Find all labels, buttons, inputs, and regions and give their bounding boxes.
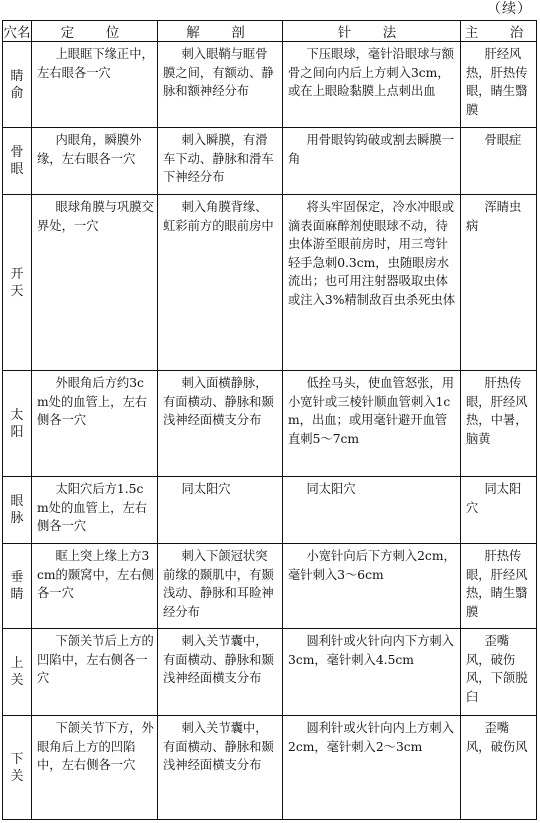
method-cell: 同太阳穴 [283,477,461,544]
table-row [3,716,537,820]
anatomy-cell: 刺入角膜背缘、虹彩前方的眼前房中 [158,195,283,371]
anatomy-cell: 刺入瞬膜，有滑车下动、静脉和滑车下神经分布 [158,128,283,195]
point-name: 下关 [3,716,32,820]
header-row [3,21,537,42]
anatomy-cell: 刺入面横静脉，有面横动、静脉和颞浅神经面横支分布 [158,371,283,477]
indication-cell: 肝热传眼，肝经风热，睛生翳膜 [461,544,537,629]
header-anatomy: 解 剖 [158,21,283,42]
point-name: 开天 [3,195,32,371]
header-name: 穴名 [3,21,32,42]
indication-cell: 骨眼症 [461,128,537,195]
point-name: 眼脉 [3,477,32,544]
indication-cell: 同太阳穴 [461,477,537,544]
method-cell: 圆利针或火针向内上方刺入2cm，毫针刺入2～3cm [283,716,461,820]
acupoint-table [2,20,537,820]
method-cell: 用骨眼钩钩破或割去瞬膜一角 [283,128,461,195]
point-name: 太阳 [3,371,32,477]
location-cell: 外眼角后方约3cm处的血管上，左右侧各一穴 [32,371,158,477]
indication-cell: 歪嘴风，破伤风，下颌脱臼 [461,629,537,716]
method-cell: 下压眼球，毫针沿眼球与额骨之间向内后上方刺入3cm，或在上眼睑黏膜上点刺出血 [283,42,461,128]
location-cell: 下颌关节后上方的凹陷中，左右侧各一穴 [32,629,158,716]
indication-cell: 肝热传眼，肝经风热，中暑，脑黄 [461,371,537,477]
table-row [3,371,537,477]
header-method: 针 法 [283,21,461,42]
table-row [3,195,537,371]
table-row [3,128,537,195]
point-name: 睛俞 [3,42,32,128]
header-location: 定 位 [32,21,158,42]
table-row [3,42,537,128]
header-indication: 主 治 [461,21,537,42]
table-row [3,629,537,716]
indication-cell: 肝经风热，肝热传眼，睛生翳膜 [461,42,537,128]
method-cell: 小宽针向后下方刺入2cm，毫针刺入3～6cm [283,544,461,629]
point-name: 垂睛 [3,544,32,629]
location-cell: 眼球角膜与巩膜交界处，一穴 [32,195,158,371]
location-cell: 眶上突上缘上方3cm的颞窝中，左右侧各一穴 [32,544,158,629]
table-row [3,544,537,629]
location-cell: 太阳穴后方1.5cm处的血管上，左右侧各一穴 [32,477,158,544]
location-cell: 内眼角，瞬膜外缘，左右眼各一穴 [32,128,158,195]
anatomy-cell: 刺入眼鞘与眶骨膜之间，有额动、静脉和额神经分布 [158,42,283,128]
method-cell: 低拴马头，使血管怒张，用小宽针或三棱针顺血管刺入1cm，出血；或用毫针避开血管直刺5～7cm [283,371,461,477]
indication-cell: 歪嘴风，破伤风 [461,716,537,820]
location-cell: 下颌关节下方，外眼角后上方的凹陷中，左右侧各一穴 [32,716,158,820]
anatomy-cell: 刺入关节囊中，有面横动、静脉和颞浅神经面横支分布 [158,716,283,820]
anatomy-cell: 刺入下颌冠状突前缘的颞肌中，有颞浅动、静脉和耳睑神经分布 [158,544,283,629]
point-name: 骨眼 [3,128,32,195]
point-name: 上关 [3,629,32,716]
method-cell: 圆利针或火针向内下方刺入3cm，毫针刺入4.5cm [283,629,461,716]
continued-label: （续） [487,1,532,17]
method-cell: 将头牢固保定，冷水冲眼或滴表面麻醉剂使眼球不动，待虫体游至眼前房时，用三弯针轻手急刺0.3cm，虫随眼房水流出；也可用注射器吸取虫体或注入3%精制敌百虫杀死虫体 [283,195,461,371]
anatomy-cell: 同太阳穴 [158,477,283,544]
anatomy-cell: 刺入关节囊中，有面横动、静脉和颞浅神经面横支分布 [158,629,283,716]
table-row [3,477,537,544]
location-cell: 上眼眶下缘正中，左右眼各一穴 [32,42,158,128]
indication-cell: 浑睛虫病 [461,195,537,371]
